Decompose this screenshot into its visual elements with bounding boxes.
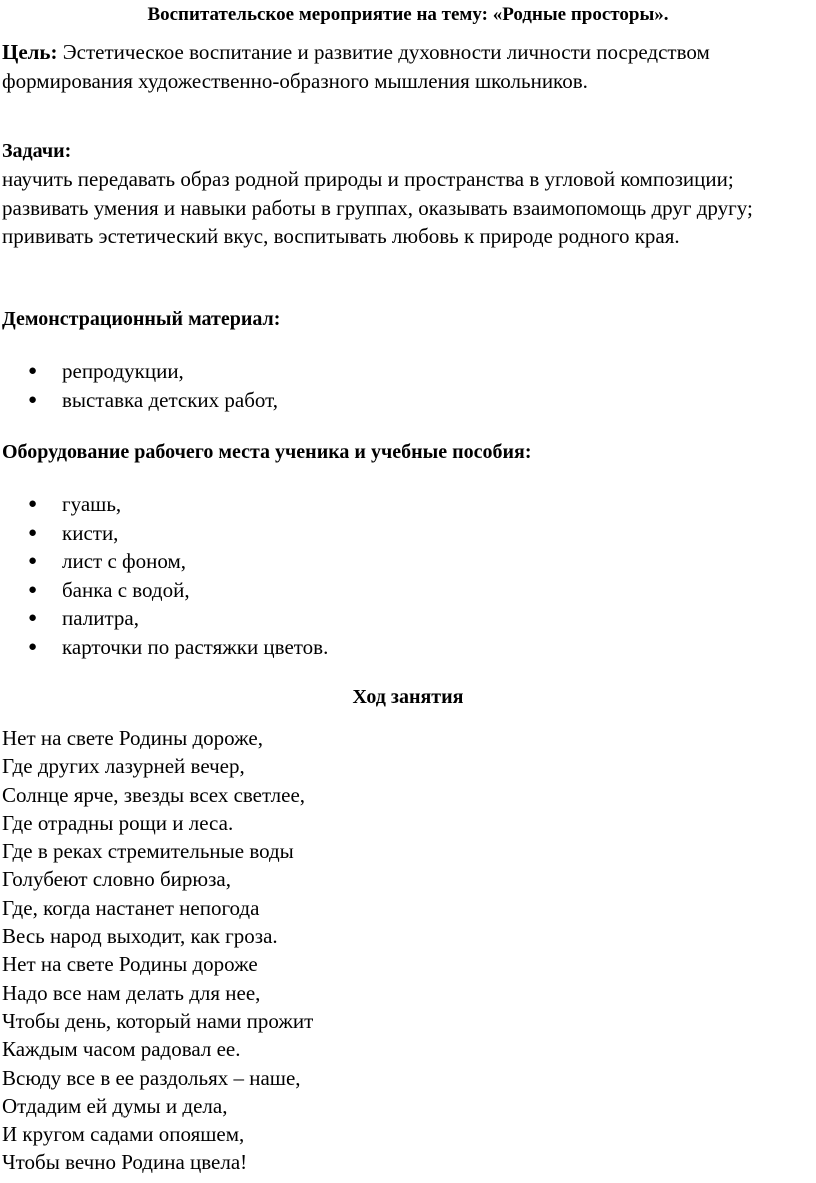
poem-line: Каждым часом радовал ее. xyxy=(2,1037,241,1062)
poem-line: Отдадим ей думы и дела, xyxy=(2,1093,228,1118)
poem-line: Где в реках стремительные воды xyxy=(2,839,294,864)
equipment-heading: Оборудование рабочего места ученика и учебные пособия: xyxy=(2,441,532,463)
list-item: ● карточки по растяжки цветов. xyxy=(0,633,328,662)
list-item: ● гуашь, xyxy=(0,490,328,519)
poem-line: Где отрадны рощи и леса. xyxy=(2,810,234,835)
poem-line: Где, когда настанет непогода xyxy=(2,895,260,920)
poem-line: И кругом садами опояшем, xyxy=(2,1122,245,1147)
bullet-icon: ● xyxy=(28,391,38,408)
demo-material-list xyxy=(0,357,278,414)
poem-line: Голубеют словно бирюза, xyxy=(2,867,231,892)
tasks-heading: Задачи: xyxy=(2,140,72,162)
bullet-icon: ● xyxy=(28,638,38,655)
bullet-icon: ● xyxy=(28,524,38,541)
equipment-list xyxy=(0,490,328,661)
course-heading: Ход занятия xyxy=(352,686,464,708)
bullet-icon: ● xyxy=(28,363,38,379)
poem xyxy=(2,724,313,1177)
bullet-icon: ● xyxy=(28,610,38,626)
poem-line: Чтобы вечно Родина цвела! xyxy=(2,1150,248,1175)
poem-line: Солнце ярче, звезды всех светлее, xyxy=(2,782,306,807)
bullet-icon: ● xyxy=(28,581,38,598)
list-item: ● банка с водой, xyxy=(0,576,328,605)
poem-line: Надо все нам делать для нее, xyxy=(2,980,261,1005)
poem-line: Всюду все в ее раздольях – наше, xyxy=(2,1065,301,1090)
goal-label: Цель: xyxy=(2,40,58,64)
poem-line: Нет на свете Родины дороже, xyxy=(2,726,263,750)
poem-line: Где других лазурней вечер, xyxy=(2,754,245,779)
list-item: ● выставка детских работ, xyxy=(0,386,278,415)
demo-material-heading: Демонстрационный материал: xyxy=(2,308,281,330)
bullet-icon: ● xyxy=(28,553,38,569)
poem-line: Нет на свете Родины дороже xyxy=(2,952,258,977)
list-item: ● репродукции, xyxy=(0,357,278,386)
document-title: Воспитательское мероприятие на тему: «Родные просторы». xyxy=(147,4,669,25)
poem-line: Чтобы день, который нами прожит xyxy=(2,1008,314,1033)
goal-text: Эстетическое воспитание и развитие духовности личности посредством формирования художественно-образного мышления школьников. xyxy=(2,40,710,93)
bullet-icon: ● xyxy=(28,496,38,512)
list-item: ● палитра, xyxy=(0,604,328,633)
poem-line: Весь народ выходит, как гроза. xyxy=(2,924,278,949)
tasks-text: научить передавать образ родной природы и пространства в угловой композиции; развивать умения и навыки работы в группах, оказывать взаимопомощь друг другу; прививать эстетический вкус, воспитывать любовь к природе родного края. xyxy=(2,167,753,248)
list-item: ● кисти, xyxy=(0,519,328,548)
list-item: ● лист с фоном, xyxy=(0,547,328,576)
goal-paragraph xyxy=(2,38,782,95)
